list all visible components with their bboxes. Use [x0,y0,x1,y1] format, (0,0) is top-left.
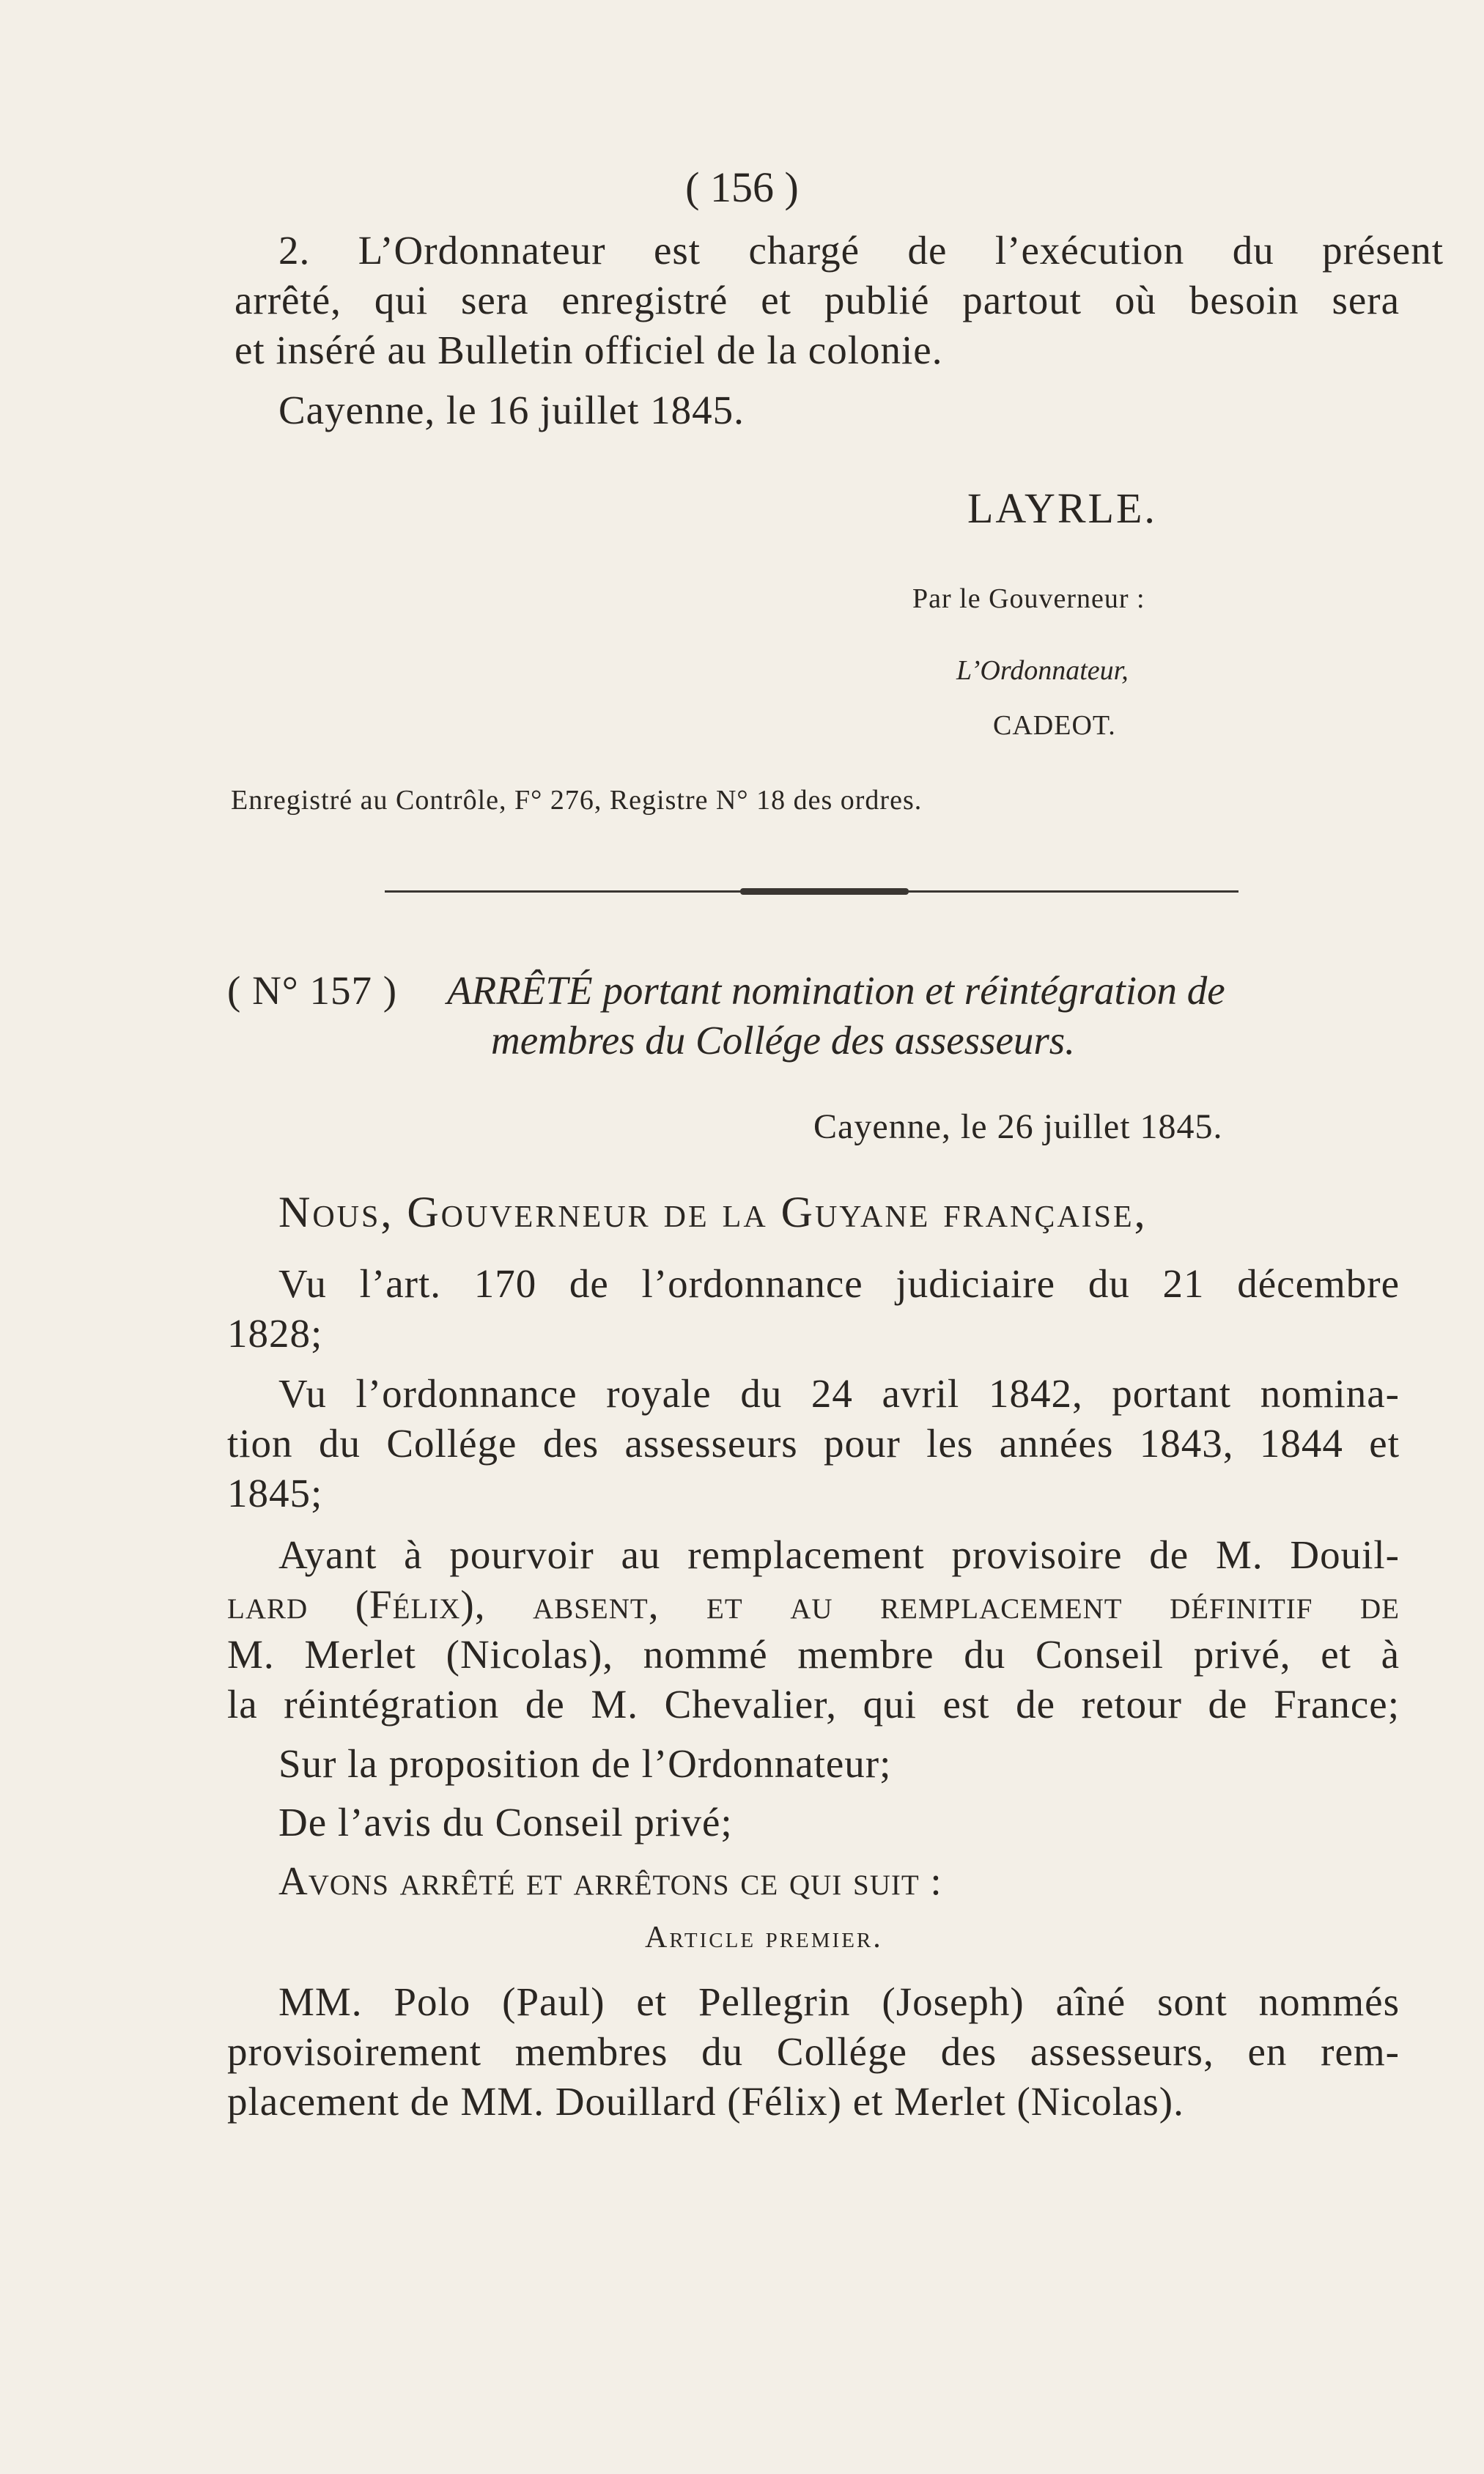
considerant-3-line-3: M. Merlet (Nicolas), nommé membre du Conseil privé, et à [227,1632,1400,1677]
by-the-governor: Par le Gouverneur : [912,583,1145,614]
article-1-line-3: placement de MM. Douillard (Félix) et Merlet (Nicolas). [227,2079,1184,2124]
article-1-line-2: provisoirement membres du Collége des assesseurs, en rem- [227,2029,1400,2074]
ordonnateur-name: CADEOT. [993,710,1116,741]
decree-number: ( N° 157 ) [227,968,398,1013]
registry-note: Enregistré au Contrôle, F° 276, Registre N° 18 des ordres. [231,785,923,816]
decree-title-line-1: ARRÊTÉ portant nomination et réintégration de [447,968,1225,1013]
advice-line: De l’avis du Conseil privé; [278,1800,733,1845]
proposal-line: Sur la proposition de l’Ordonnateur; [278,1741,892,1786]
decree-title-line-2: membres du Collége des assesseurs. [491,1018,1075,1063]
considerant-2-line-2: tion du Collége des assesseurs pour les années 1843, 1844 et [227,1421,1400,1466]
preamble: Nous, Gouverneur de la Guyane française, [278,1188,1148,1236]
article-1-line-1: MM. Polo (Paul) et Pellegrin (Joseph) aîné sont nommés [278,1979,1400,2024]
article-2-line-2: arrêté, qui sera enregistré et publié partout où besoin sera [235,278,1400,322]
section-divider-ornament [740,888,909,895]
considerant-1-line-1: Vu l’art. 170 de l’ordonnance judiciaire du 21 décembre [278,1261,1400,1306]
article-2-line-3: et inséré au Bulletin officiel de la colonie. [235,328,943,372]
considerant-3-line-1: Ayant à pourvoir au remplacement provisoire de M. Douil- [278,1532,1400,1577]
considerant-2-line-3: 1845; [227,1471,323,1515]
previous-decree-date: Cayenne, le 16 juillet 1845. [278,388,745,432]
considerant-1-line-2: 1828; [227,1311,323,1356]
considerant-2-line-1: Vu l’ordonnance royale du 24 avril 1842, portant nomina- [278,1371,1400,1416]
considerant-3-line-4: la réintégration de M. Chevalier, qui est de retour de France; [227,1682,1400,1727]
article-heading: Article premier. [645,1921,883,1954]
governor-signature: LAYRLE. [967,484,1157,532]
ordonnateur-title: L’Ordonnateur, [956,655,1129,686]
decree-date: Cayenne, le 26 juillet 1845. [813,1107,1223,1146]
considerant-3-line-2: lard (Félix), absent, et au remplacement définitif de [227,1582,1400,1627]
page-number: ( 156 ) [685,163,799,211]
article-2-line-1: 2. L’Ordonnateur est chargé de l’exécution du présent [278,228,1444,273]
enacting-formula: Avons arrêté et arrêtons ce qui suit : [278,1858,942,1903]
